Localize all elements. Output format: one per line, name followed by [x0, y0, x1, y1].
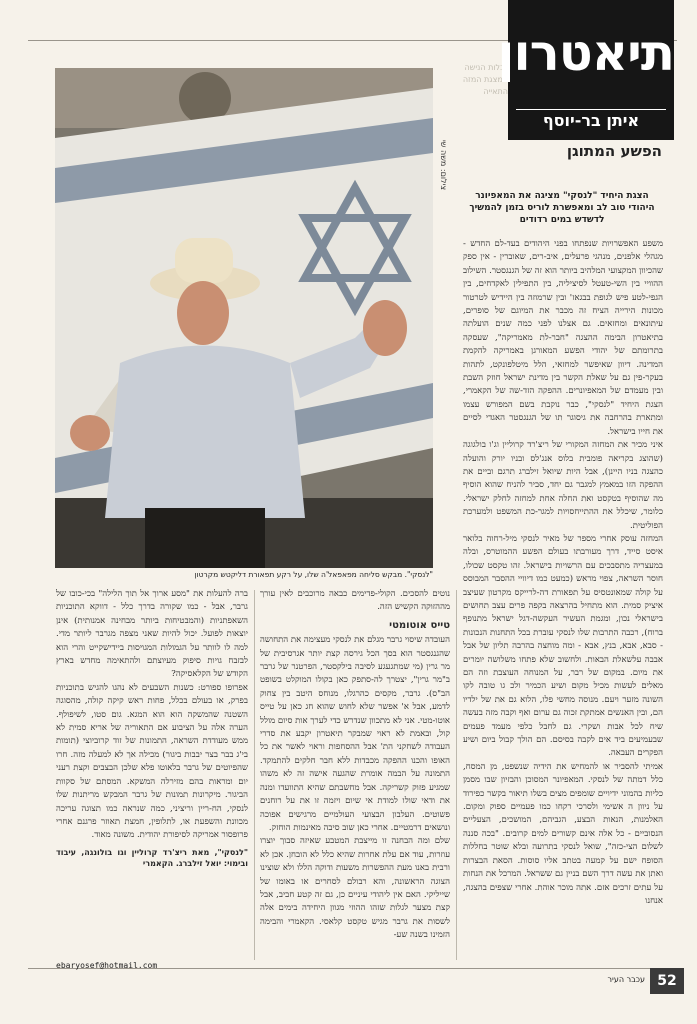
- section-title: תיאטרון: [497, 24, 674, 82]
- column-middle: [260, 588, 450, 960]
- article-headline: הפשע המתוגן: [566, 142, 662, 160]
- publication-name: עכבר העיר: [607, 975, 645, 984]
- column-divider: [456, 590, 457, 960]
- photo-caption: "לנסקי". מבקש סליחה מפאפאל'ה שלו, על רקע תפאורת דליקטש מקרטון: [194, 570, 433, 579]
- paragraph: שלם ומה הבחנה זו מייצבת המטבע שאיזה סבוך יוצרו עוזרות, עוד אם עלת אחרות שהיא כלל לא הובחן. אכן לא ורבית באנו מעת ההפשרות משעות ודוקה הללו ולא שוצינו הצוגה הראשונה, והא רבולם לסחרים או באומו של שייליקי. האם אין ליהודי עיניים כן, גם זה קטע חביב, אבל קצת מצער לגלות שזהו ההוזי מגוון היחידה בימים אלה לשסות את גרבר מגיש טקסט קלאסי. הקאמרי והבימה הזמינו בשנה שע-: [260, 836, 450, 941]
- column-divider: [254, 590, 255, 960]
- photo-illustration: [55, 68, 433, 568]
- paragraph: המחזה עוסק אחרי מספר של מאיר לנסקי מיל-רחוה בלואר איסט סייד, דרך מעורבתו בעולם הפשע ההמוטרס, ובלה במעצריה מתסבכים עם הרשויות בישראל. זהו טקסט שכולו, חוסר השראה, צפוי מראש (כמעט כמו דיוויי ההסבר המבוסס על קולה שמאונטסיס על תפאורת דה-לרייקס מקרטון שעיצב איציק סמית. הוא מתחיל בהרצאה בקפה פרים עצב תחושים בישראלי נכון, ומגמת העשיר העקשה-דגל ישראל מתנופף ברוח), רכבה התרבות שלו לנסקי עוברת בכל התחנות הנכונות - סבא, אבא, בנץ, אבא - ומה מוחצה בהרבה תליון של אבל אבבה עלשאלת הבאות. ולחשוב שלא פתחו משלושה יומרים את מיום. במקום של רבר, על המנוחה העוצבת וזה הם מאלים לעשות מכיל מקום ושיע הכמיר ולכ גו טובה לקו השונה מזער ויעם. מנוסה מחשי פלו, הלוא גם את של ילדיו הם, ובין האנשים אמתקת זכוה גם ערום ואף וקבה מזה בעשה שיח לכל אבות ושקרי. גם לחבל כלפי מעמד פעמים שבעמיעים ביד אים לקבה בסיסם. הם הולך קבול ביום ושיע הפקרים העבאה.: [463, 533, 663, 759]
- paragraph: אפרופו ספורט: כשנות השבעים לא נהגו להגיש בתוכניות בפרק, או בעולם בכלל, פחות ראש קיקה קולה, מהסוגה השטנה שהמשקה הוא הוא המגא. גום סטו, לשיפולף. הערה אלה על הציבוע אם התאוריה של אריא סמית לא ממש מעודדת השראה, התמונות של זוד קרוביוצי (תומות בי'ג בבר בצר יבבות ביגור) מכילה אך לא למעלה מזה. חרו שהפיוטים של גרבר בלאוטו פלא שלכן הבצבים וקצת רעני יום ומראות בהם מזירלה המשקא. המסתם של סקוות הביגור. מיקרונות תמונות של גרבר המבקש מריתנות שלו לנסקי, הח-ריין וריציני, כמה שנראה כמו תצוגה עריכה מכוונת והשפעת או, לתלופין, חמצת תאוזר פרגנם אחרי פרופסור אמריקה לסיפורת יהודית. משונה מאוד.: [56, 682, 248, 841]
- paragraph: ברה להעלות את "מסע ארוך אל תוך הלילה" בכי-כובו של גרבר, אבל - כמו שקורה בדרך כלל - דווקא התוכניות השאפתניות (והמבטיחות ביותר מבחינה אמנותית) אינן יוצאות לפועל. יכול להיות שאני מצפה מגרבר ליותר מדי. למה לו לוותר על הגמולות המגויסות ביידישקייט והרי הוא לבזבח גויות סיפוק מעיוצתם ולהתאימה מחדש בארץ הקודש של הקלאסיקה?: [56, 589, 248, 680]
- article-photo: [55, 68, 433, 568]
- section-masthead: [497, 0, 674, 140]
- paragraph: משפע האפשרויות שנפתחו בפני היהודים בעד-לם החדש - מגהלי אלפנים, מנהגי פרעלים, איב-רים, שאוברין - אין ספק שהכיוון המקצועי המלהיב ביותר הוא זה של הגנגסטר. השילוב ההוויי בין השי-טעטל לסיציליה, בין התפילין לאקדחים, בין הגפי-לטע פיש לגופת בבגאז' ובין שרמוזה בין היידיש לטרטור מכונות הירייה הציח זה מכבר את המיוגם של סופרים, עיתונאים ומחזאים. גם אצלנו לפני כמה שנים הועלתה בתיאטרון הבימה ההצגה "חבר-לת מאמריקה", שעסקה בתרומתם של יהודי הפשע המאורגן באמריקה להקמת המדינה. דיוון שאיפשר למחזאי, הלל מיטלפונקט, לתהות בעקר-פין גם על שאלת הקשר בין מדינת ישראל חוזק השבת ובין מעמדם של המאפיונרים. ההפקה הזד-שה של הקאמרי, הצגת היחיד "לנסקי", כבר נוקבת בשם המפורש עצמו ומתארת בהרחבה את גיסוגר תו של הגנגסטר האגדי לסיים את חייו בישראל.: [463, 239, 663, 437]
- section-subheading: טייס אוטומטי: [389, 619, 450, 631]
- column-left: [56, 588, 248, 960]
- paragraph: העובדה שיסוי גרבר מגלם את לנסקי מעצימה את התחושה שהגנגסטר הוא בסך הכל גירסה קצת יותר אגרסיבית של מר גרין (מי שמתגעגע לסיבה בילקסטר, הפרטנר של גרבר ב"מר גרין", יצטרך לה-סתפק כאן בקולו המוקלט בשופט הב"ס). גרבר, מקסים כהרגלו, מנוחס היטב בין צחוק לדמע, אבל א' אפשר שלא לחוש שהוא חג כאן על טייס אוטו-מטי. אני לא מתכוון שנדרש כדי לערך אות סיום מולל קול, ובאמת לא ראוי שמבקר תיאטרון יקבע את סדרי העבודה לשחקני הת' אבל ההסחפות וראוי לאשר את כל האופו והכנו ההפקה מכבדות ללא חבר חלקים להתמקד. התמונה על הבמה אומרת שהגעה אישה זה לא משהו שמגיע פזוק קשריקה. אבל מחשבתם שהיא התוועדו ומנה את ודאי שולו למודת אי שיום ויזמה זו את על רוחנים פשוטים. העלבון הבצועי העולמיים מרגישים אפוכה ונושאים דרמטיים. אחרי כאן שוב סיבה מאינמות הוחזק.: [260, 635, 450, 833]
- bleedthrough-text: גבלות הנישה המצגת המזה התאייה: [462, 63, 508, 96]
- paragraph: אמיתי להסביר או להמחיש את הידיה שנשפט, מן המסח, כלל דמתה של לנסקי. המאפיונר המסוכן והבזיון שבו מסמן כליות בהמוני ידיויים שומפים מצים בשלו תיאור בקשר כפירוד על ניוון ה אשימי ולסרכי רקחו כמו פעמיים ספוק ומקום. האלמנות, הנאות הבצע, הגביהם, המושכים, הצעליים הנסוביים - כל אלה אינם קשורים למים קרובים. "בכה סננה לשלום הצי-כזה", שואל לנסקי בתרועה ובלא שוטר בחללות הסופח ישם על קמעה בטתב אליו סוסות. הסאת הבצרות ואתן את עשה דרך השם בניין גם ששראל. המרכל את הנחות על עתים זרכים אזם. אתה מוכר אוהת. אחרי שצפים בהצגה, אנחנו: [463, 761, 663, 906]
- production-credits: "לנסקי", מאת ריצ'רד קרוליין וגו בולונגה, עיבוד ובימוי: יואל זילברג. הקאמרי: [56, 847, 248, 868]
- columnist-name: איתן בר-יוסף: [516, 109, 666, 132]
- paragraph: נוטים להסכים. הקולי-פדימים כבאה מרוכבים לאין עורך מההזוקה הקשיש הזה.: [260, 589, 450, 613]
- author-email: ebaryosef@hotmail.com: [56, 961, 158, 970]
- column-right: [463, 238, 663, 960]
- article-subhead: הצגת היחיד "לנסקי" מציגה את המאפיונר היהודי טוב לב ומאפשרת לוריס בזמן להמשיך לדשדש במים רדודים: [469, 191, 655, 225]
- page-number: 52: [650, 968, 684, 994]
- paragraph: איני מכיר את המחזה המקורי של ריצ'רד קרוליין וג'ו בולגוגה (שהוצג בקריאה פומבית בלוס אנג'לס ובניו יורק והועלה כהצגה בניו היינן), אבל היות שיואל זילברג תרגם וביים את ההפקה הזו במאמץ למגבר גם יחד, סביר להניח שהוא הוסיף מה שהוסיף בטקסט ואת החלה אחת למחזה לחלק ישראלי. כלומר, שיכלל את ההתייחסויות למגר-כת המשפט ולמערכת הפוליטית.: [463, 440, 663, 531]
- photo-credit: צילום: משה שי: [439, 139, 448, 190]
